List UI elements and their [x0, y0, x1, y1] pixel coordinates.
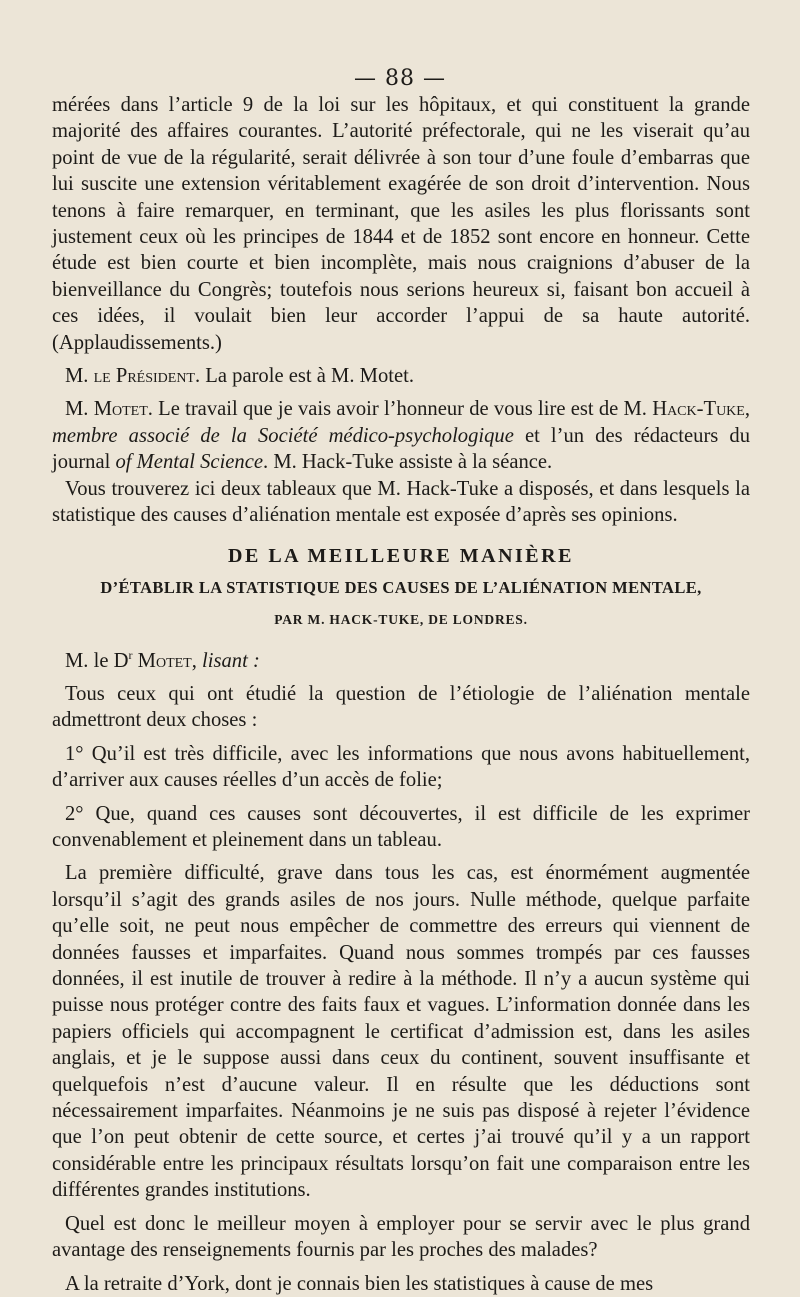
motet-text-4: . M. Hack-Tuke assiste à la séance. — [263, 451, 553, 474]
paragraph-question: Quel est donc le meilleur moyen à employer pour se servir avec le plus grand avantage des renseignements fournis par les proches des malades? — [52, 1212, 750, 1262]
paragraph-york: A la retraite d’York, dont je connais bien les statistiques à cause de mes — [65, 1272, 654, 1295]
journal-title: of Mental Science — [115, 451, 264, 474]
article-byline: PAR M. HACK-TUKE, DE LONDRES. — [274, 612, 528, 628]
paragraph-tableaux: Vous trouverez ici deux tableaux que M. Hack-Tuke a disposés, et dans lesquels la statistique des causes d’aliénation mentale est exposée d’après ses opinions. — [52, 477, 750, 527]
paragraph-point-1: 1° Qu’il est très difficile, avec les informations que nous avons habituellement, d’arriver aux causes réelles d’un accès de folie; — [52, 742, 750, 792]
article-title: DE LA MEILLEURE MANIÈRE — [228, 544, 574, 567]
paragraph-intro: Tous ceux qui ont étudié la question de l’étiologie de l’aliénation mentale admettront deux choses : — [52, 682, 750, 732]
reader-colon: : — [247, 649, 260, 672]
page-number: — 88 — — [354, 66, 446, 91]
article-subtitle: D’ÉTABLIR LA STATISTIQUE DES CAUSES DE L’ALIÉNATION MENTALE, — [100, 577, 702, 597]
motet-text-3: et l’un des rédacteurs du journal — [52, 424, 751, 474]
president-text: La parole est à M. Motet. — [200, 365, 415, 388]
body-text — [52, 92, 750, 1297]
motet-text-1: Le travail que je vais avoir l’honneur de vous lire est de M. — [152, 398, 653, 421]
reader-sep: , — [191, 649, 203, 672]
paragraph-motet — [52, 396, 750, 475]
reader-name: Motet — [132, 649, 192, 672]
author-name: Hack-Tuke — [652, 398, 745, 421]
motet-text-2: , — [744, 398, 750, 421]
author-role: membre associé de la Société médico-psychologique — [52, 424, 514, 447]
reader-sup: r — [128, 647, 133, 662]
reader-lisant: lisant — [202, 649, 248, 672]
paragraph-president — [52, 363, 750, 389]
reader-lead: M. le D — [65, 649, 129, 672]
paragraph-point-2: 2° Que, quand ces causes sont découvertes, il est difficile de les exprimer convenablement et pleinement dans un tableau. — [52, 802, 750, 852]
paragraph-1: mérées dans l’article 9 de la loi sur les hôpitaux, et qui constituent la grande majorité des affaires courantes. L’autorité préfectorale, qui ne les viserait qu’au point de vue de la régularité, serait délivrée à son tour d’une foule d’embarras que lui suscite une extension véritablement exagérée de son droit d’intervention. Nous tenons à faire remarquer, en terminant, que les asiles les plus florissants sont justement ceux où les principes de 1844 et de 1852 sont encore en honneur. Cette étude est bien courte et bien incomplète, mais nous craignions d’abuser de la bienveillance du Congrès; toutefois nous serions heureux si, faisant bon accueil à ces idées, il voulait bien leur accorder l’appui de sa haute autorité. (Applaudissements.) — [52, 94, 750, 354]
paragraph-difficulty: La première difficulté, grave dans tous les cas, est énormément augmentée lorsqu’il s’agit des grands asiles de nos jours. Nulle méthode, quelque parfaite qu’elle soit, ne peut nous empêcher de commettre des erreurs qui viennent de données fausses et imparfaites. Quand nous sommes trompés par ces fausses données, il est inutile de trouver à redire à la méthode. Il n’y a aucun système qui puisse nous protéger contre des faits faux et vagues. L’information donnée dans les papiers officiels qui accompagnent le certificat d’admission est, dans les asiles anglais, et je le suppose aussi dans ceux du continent, souvent insuffisante et quelquefois n’est d’aucune valeur. Il en résulte que les déductions sont nécessairement imparfaites. Néanmoins je ne suis pas disposé à rejeter l’évidence que l’on peut obtenir de cette source, et certes j’ai trouvé qu’il y a un rapport considérable entre les principaux résultats lorsqu’on fait une comparaison entre les différentes grandes institutions. — [52, 862, 750, 1202]
speaker-president: M. le Président. — [65, 365, 201, 388]
paragraph-reader — [52, 642, 750, 674]
speaker-motet: M. Motet. — [65, 398, 153, 421]
